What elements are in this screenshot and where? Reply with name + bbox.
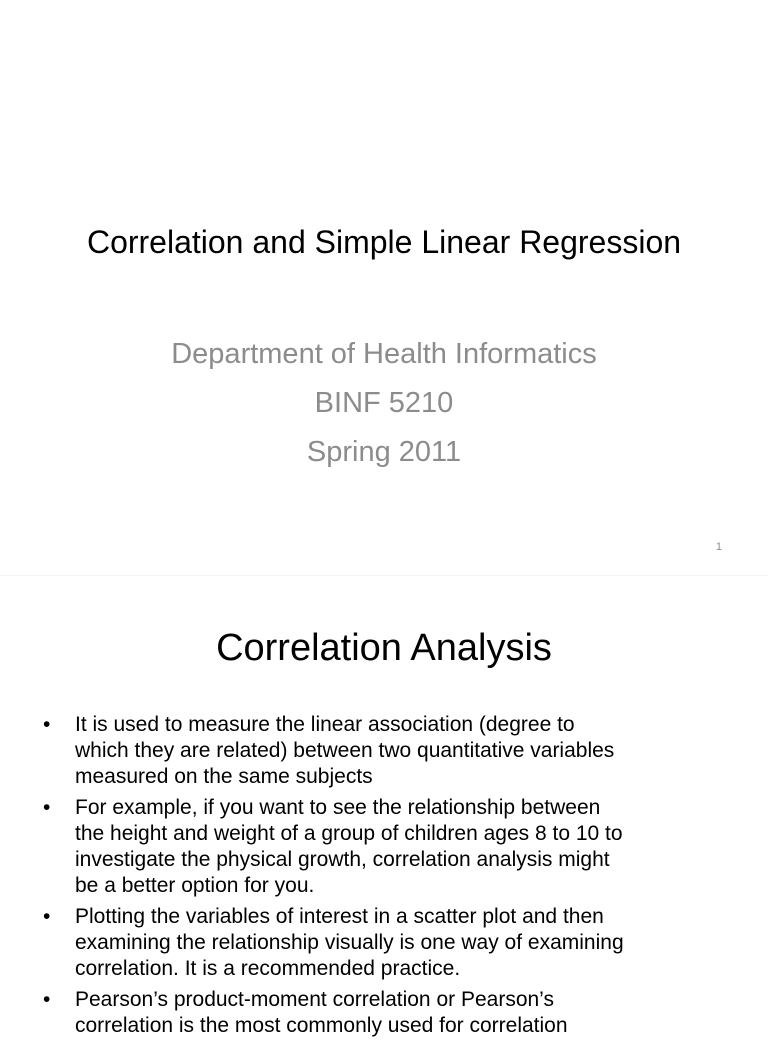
correlation-analysis-slide xyxy=(0,576,768,1037)
bullet-text-line: Pearson’s product-moment correlation or Pearson’s xyxy=(75,988,554,1011)
bullet-text-line: correlation is the most commonly used for correlation xyxy=(75,1014,568,1037)
term: Spring 2011 xyxy=(306,436,462,468)
bullet-text-line: measured on the same subjects xyxy=(75,765,373,788)
bullet-text-line: the height and weight of a group of children ages 8 to 10 to xyxy=(75,822,623,845)
subtitle-block xyxy=(0,330,768,477)
bullet-text-line: For example, if you want to see the relationship between xyxy=(75,796,601,819)
bullet-text-line: investigate the physical growth, correlation analysis might xyxy=(75,848,610,871)
bullet-item xyxy=(0,795,768,899)
bullet-text-line: Plotting the variables of interest in a scatter plot and then xyxy=(75,905,604,928)
slide-number: 1 xyxy=(715,541,722,553)
bullet-text-line: be a better option for you. xyxy=(75,874,315,897)
bullet-marker: • xyxy=(43,796,51,819)
department-name: Department of Health Informatics xyxy=(171,338,597,370)
bullet-marker: • xyxy=(43,713,51,736)
course-code: BINF 5210 xyxy=(314,387,454,419)
bullet-marker: • xyxy=(43,988,51,1011)
bullet-text-line: examining the relationship visually is one way of examining xyxy=(75,931,624,954)
bullet-item xyxy=(0,987,768,1039)
bullet-text-line: correlation. It is a recommended practice. xyxy=(75,957,461,980)
bullet-text-line: It is used to measure the linear association (degree to xyxy=(75,713,575,736)
bullet-marker: • xyxy=(43,905,51,928)
slide-title: Correlation Analysis xyxy=(216,627,552,669)
bullet-item xyxy=(0,904,768,982)
bullet-list xyxy=(0,712,768,1044)
presentation-title: Correlation and Simple Linear Regression xyxy=(86,224,682,260)
bullet-text-line: which they are related) between two quantitative variables xyxy=(75,739,615,762)
bullet-item xyxy=(0,712,768,790)
